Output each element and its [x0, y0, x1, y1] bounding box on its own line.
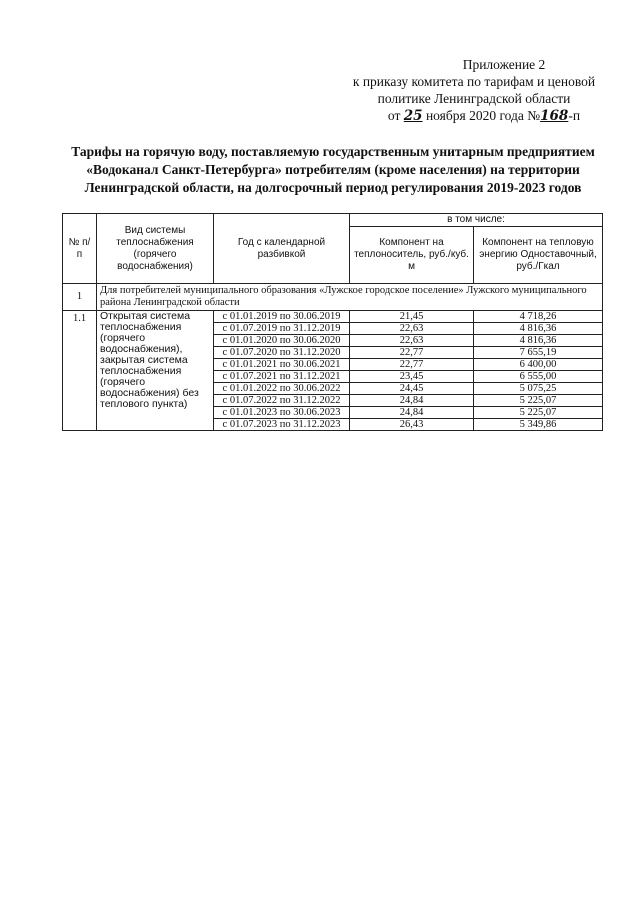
energy-cell: 4 816,36 [474, 323, 603, 335]
carrier-cell: 22,63 [350, 323, 474, 335]
period-cell: с 01.07.2022 по 31.12.2022 [214, 395, 350, 407]
header-including: в том числе: [350, 214, 603, 227]
handwritten-number: 168 [540, 108, 569, 124]
energy-cell: 5 225,07 [474, 407, 603, 419]
appendix-header [340, 56, 608, 125]
header-system: Вид системы теплоснабжения (горячего водоснабжения) [97, 214, 214, 284]
table-row [63, 311, 603, 323]
period-cell: с 01.07.2021 по 31.12.2021 [214, 371, 350, 383]
header-energy: Компонент на тепловую энергию Одноставочный, руб./Гкал [474, 227, 603, 284]
carrier-cell: 26,43 [350, 419, 474, 431]
header-year: Год с календарной разбивкой [214, 214, 350, 284]
period-cell: с 01.07.2019 по 31.12.2019 [214, 323, 350, 335]
section-num: 1 [63, 284, 97, 311]
period-cell: с 01.01.2021 по 30.06.2021 [214, 359, 350, 371]
energy-cell: 7 655,19 [474, 347, 603, 359]
period-cell: с 01.01.2023 по 30.06.2023 [214, 407, 350, 419]
carrier-cell: 23,45 [350, 371, 474, 383]
period-cell: с 01.01.2020 по 30.06.2020 [214, 335, 350, 347]
carrier-cell: 24,84 [350, 395, 474, 407]
period-cell: с 01.07.2020 по 31.12.2020 [214, 347, 350, 359]
handwritten-day: 25 [403, 108, 423, 124]
number-suffix: -п [568, 108, 581, 123]
header-num: № п/п [63, 214, 97, 284]
carrier-cell: 22,77 [350, 359, 474, 371]
carrier-cell: 24,45 [350, 383, 474, 395]
document-title: Тарифы на горячую воду, поставляемую государственным унитарным предприятием «Водоканал Санкт-Петербурга» потребителям (кроме населения) на территории Ленинградской области, на долгосрочный период регулирования 2019-2023 годов [71, 144, 595, 195]
period-cell: с 01.07.2023 по 31.12.2023 [214, 419, 350, 431]
energy-cell: 6 555,00 [474, 371, 603, 383]
appendix-date-line [340, 107, 608, 125]
energy-cell: 5 225,07 [474, 395, 603, 407]
carrier-cell: 22,77 [350, 347, 474, 359]
carrier-cell: 22,63 [350, 335, 474, 347]
period-cell: с 01.01.2022 по 30.06.2022 [214, 383, 350, 395]
energy-cell: 6 400,00 [474, 359, 603, 371]
appendix-title: Приложение 2 [462, 57, 546, 72]
tariff-table [62, 213, 603, 431]
date-prefix: от [387, 108, 401, 123]
appendix-committee-line: политике Ленинградской области [377, 91, 571, 106]
section-label: Для потребителей муниципального образования «Лужское городское поселение» Лужского муниципального района Ленинградской области [97, 284, 603, 311]
energy-cell: 5 075,25 [474, 383, 603, 395]
appendix-order-line: к приказу комитета по тарифам и ценовой [352, 74, 596, 89]
group-num: 1.1 [63, 311, 97, 431]
carrier-cell: 24,84 [350, 407, 474, 419]
date-middle: ноября 2020 года № [425, 108, 541, 123]
energy-cell: 4 816,36 [474, 335, 603, 347]
energy-cell: 5 349,86 [474, 419, 603, 431]
carrier-cell: 21,45 [350, 311, 474, 323]
period-cell: с 01.01.2019 по 30.06.2019 [214, 311, 350, 323]
group-system: Открытая система теплоснабжения (горячего водоснабжения), закрытая система теплоснабжения (горячего водоснабжения) без теплового пункта) [97, 311, 214, 431]
header-carrier: Компонент на теплоноситель, руб./куб. м [350, 227, 474, 284]
energy-cell: 4 718,26 [474, 311, 603, 323]
